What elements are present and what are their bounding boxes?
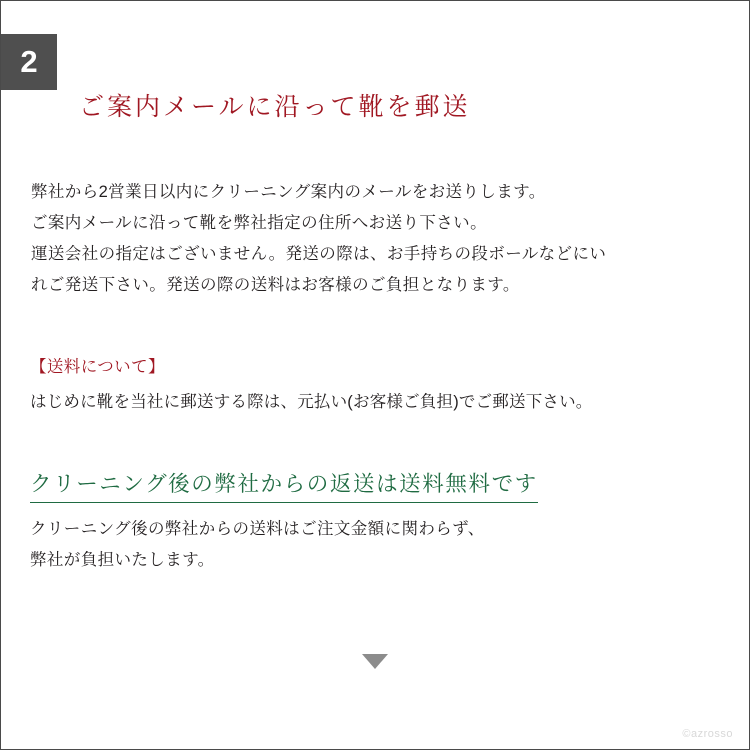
intro-line-4: れご発送下さい。発送の際の送料はお客様のご負担となります。 [31, 276, 520, 294]
page-title: ご案内メールに沿って靴を郵送 [79, 93, 471, 121]
step-number-badge [1, 34, 57, 90]
free-shipping-line-1: クリーニング後の弊社からの送料はご注文金額に関わらず、 [30, 520, 485, 538]
intro-line-1: 弊社から2営業日以内にクリーニング案内のメールをお送りします。 [31, 183, 546, 201]
intro-paragraph [31, 177, 606, 301]
shipping-fee-label: 【送料について】 [30, 358, 165, 376]
intro-line-2: ご案内メールに沿って靴を弊社指定の住所へお送り下さい。 [31, 214, 487, 232]
arrow-down-icon [362, 654, 388, 669]
step-number-label: 2 [20, 44, 38, 79]
watermark-label: ©azrosso [682, 728, 733, 740]
shipping-fee-text: はじめに靴を当社に郵送する際は、元払い(お客様ご負担)でご郵送下さい。 [30, 393, 593, 411]
free-shipping-paragraph [30, 514, 485, 576]
intro-line-3: 運送会社の指定はございません。発送の際は、お手持ちの段ボールなどにい [31, 245, 607, 263]
free-shipping-headline: クリーニング後の弊社からの返送は送料無料です [30, 467, 538, 503]
free-shipping-line-2: 弊社が負担いたします。 [30, 551, 215, 569]
